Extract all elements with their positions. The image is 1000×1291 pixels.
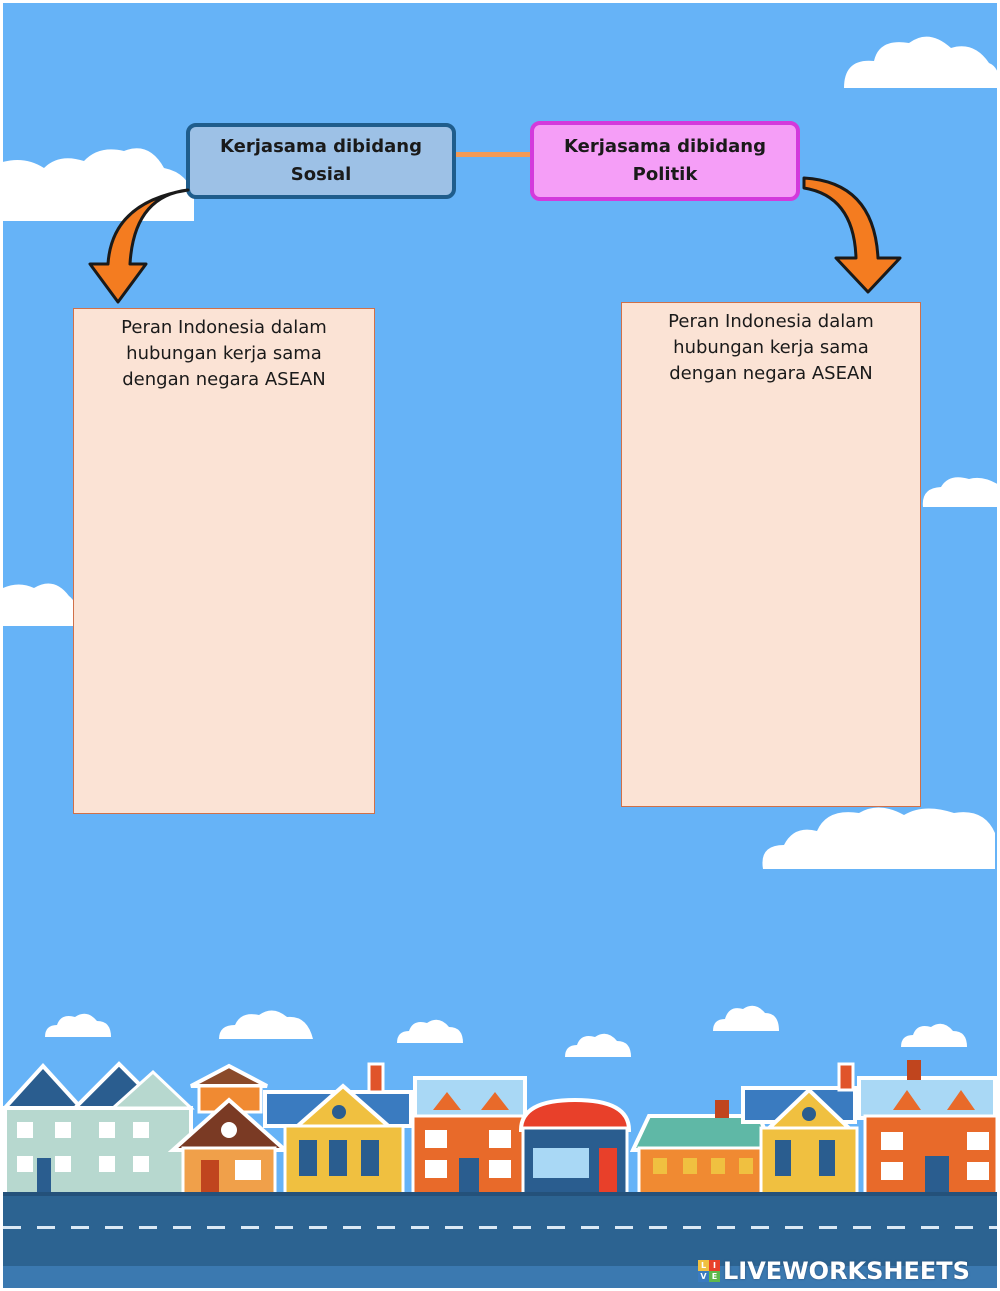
logo-badge-letter: E (709, 1271, 720, 1282)
answer-box-sosial-prompt: Peran Indonesia dalam hubungan kerja sama dengan negara ASEAN (121, 317, 327, 390)
title-box-politik-label: Kerjasama dibidang Politik (564, 136, 766, 185)
town-houses-illustration (3, 1000, 997, 1196)
cloud-right-lower (759, 803, 997, 871)
title-box-sosial (186, 123, 456, 199)
curved-arrow-left-icon (84, 186, 194, 306)
cloud-left-middle (3, 578, 79, 628)
curved-arrow-right-icon (802, 174, 906, 296)
cloud-top-right (839, 33, 997, 93)
title-box-politik (530, 121, 800, 201)
logo-badge-letter: L (698, 1260, 709, 1271)
road-lane-markings (3, 1226, 997, 1229)
answer-box-politik[interactable] (621, 302, 921, 807)
answer-box-politik-prompt: Peran Indonesia dalam hubungan kerja sama dengan negara ASEAN (668, 311, 874, 384)
logo-badge-letter: I (709, 1260, 720, 1271)
liveworksheets-logo (698, 1258, 970, 1284)
answer-box-sosial[interactable] (73, 308, 375, 814)
logo-badge-icon (698, 1260, 720, 1282)
title-box-sosial-label: Kerjasama dibidang Sosial (220, 136, 422, 185)
cloud-right-middle (921, 473, 997, 509)
logo-text: LIVEWORKSHEETS (723, 1257, 970, 1285)
logo-badge-letter: V (698, 1271, 709, 1282)
connector-line (456, 152, 530, 157)
road (3, 1196, 997, 1266)
